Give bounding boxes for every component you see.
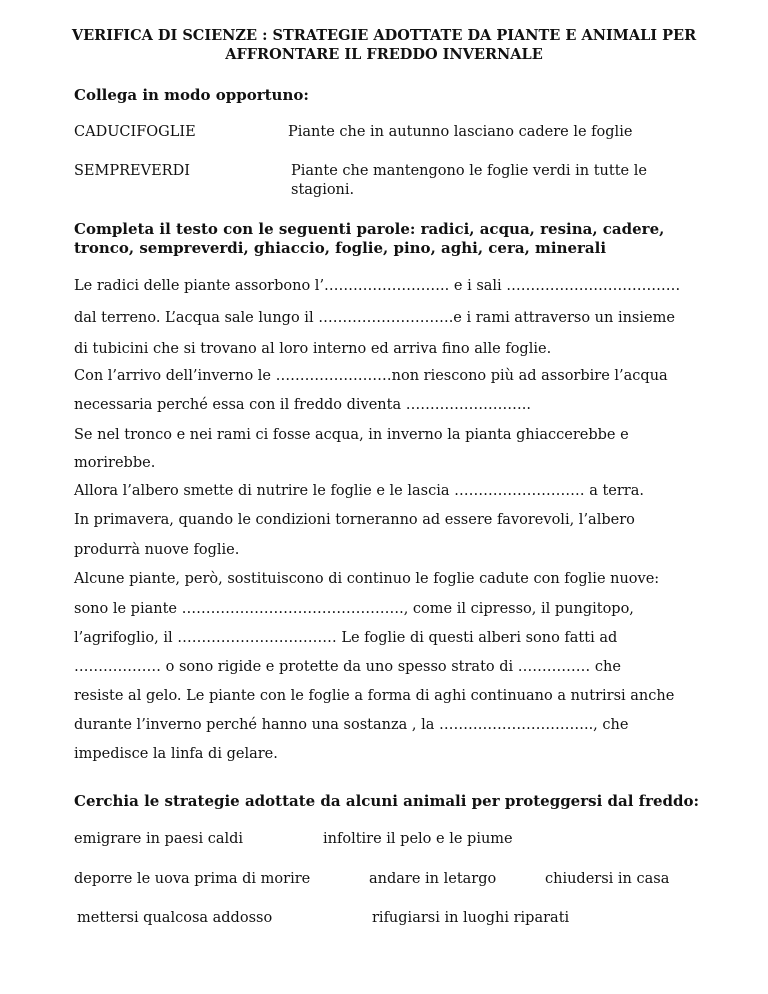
option-chiudersi[interactable]: chiudersi in casa: [545, 871, 670, 887]
option-infoltire[interactable]: infoltire il pelo e le piume: [323, 831, 513, 847]
option-emigrare[interactable]: emigrare in paesi caldi: [74, 831, 244, 847]
text-line: Le radici delle piante assorbono l’…………………….. e i sali ………………………………: [74, 278, 681, 294]
section1-heading: Collega in modo opportuno:: [74, 86, 309, 104]
text-line: In primavera, quando le condizioni torneranno ad essere favorevoli, l’albero: [74, 512, 635, 528]
text-line: dal terreno. L’acqua sale lungo il ……………………….e i rami attraverso un insieme: [74, 310, 675, 326]
section3-heading: Cerchia le strategie adottate da alcuni animali per proteggersi dal freddo:: [74, 792, 700, 810]
text-line: di tubicini che si trovano al loro interno ed arriva fino alle foglie.: [74, 341, 552, 357]
term-caducifoglie: CADUCIFOGLIE: [74, 124, 196, 140]
option-mettersi-addosso[interactable]: mettersi qualcosa addosso: [77, 910, 273, 926]
option-deporre-uova[interactable]: deporre le uova prima di morire: [74, 871, 311, 887]
text-line: l’agrifoglio, il …………………………… Le foglie di questi alberi sono fatti ad: [74, 630, 618, 646]
text-line: Se nel tronco e nei rami ci fosse acqua, in inverno la pianta ghiaccerebbe e: [74, 427, 629, 443]
title-line-2: AFFRONTARE IL FREDDO INVERNALE: [225, 46, 543, 63]
text-line: produrrà nuove foglie.: [74, 542, 240, 558]
section2-heading-line-1: Completa il testo con le seguenti parole: radici, acqua, resina, cadere,: [74, 220, 665, 238]
page-title: [40, 26, 728, 64]
option-letargo[interactable]: andare in letargo: [369, 871, 497, 887]
title-line-1: VERIFICA DI SCIENZE : STRATEGIE ADOTTATE DA PIANTE E ANIMALI PER: [71, 27, 697, 44]
definition-sempreverdi-line-1: Piante che mantengono le foglie verdi in tutte le: [291, 163, 647, 179]
text-line: Alcune piante, però, sostituiscono di continuo le foglie cadute con foglie nuove:: [74, 571, 660, 587]
definition-sempreverdi-line-2: stagioni.: [291, 182, 355, 198]
text-line: ……………… o sono rigide e protette da uno spesso strato di …………… che: [74, 659, 621, 675]
text-line: necessaria perché essa con il freddo diventa ……………………..: [74, 397, 531, 413]
text-line: sono le piante ………………………………………., come il cipresso, il pungitopo,: [74, 601, 634, 617]
text-line: resiste al gelo. Le piante con le foglie a forma di aghi continuano a nutrirsi anche: [74, 688, 675, 704]
term-sempreverdi: SEMPREVERDI: [74, 163, 190, 179]
text-line: durante l’inverno perché hanno una sostanza , la ………………………….., che: [74, 717, 629, 733]
text-line: impedisce la linfa di gelare.: [74, 746, 278, 762]
option-rifugiarsi[interactable]: rifugiarsi in luoghi riparati: [372, 910, 570, 926]
text-line: Allora l’albero smette di nutrire le foglie e le lascia ……………………… a terra.: [74, 483, 644, 499]
section2-heading-line-2: tronco, sempreverdi, ghiaccio, foglie, pino, aghi, cera, minerali: [74, 239, 607, 257]
definition-caducifoglie: Piante che in autunno lasciano cadere le foglie: [288, 124, 633, 140]
text-line: morirebbe.: [74, 455, 156, 471]
text-line: Con l’arrivo dell’inverno le ……………………non riescono più ad assorbire l’acqua: [74, 368, 668, 384]
